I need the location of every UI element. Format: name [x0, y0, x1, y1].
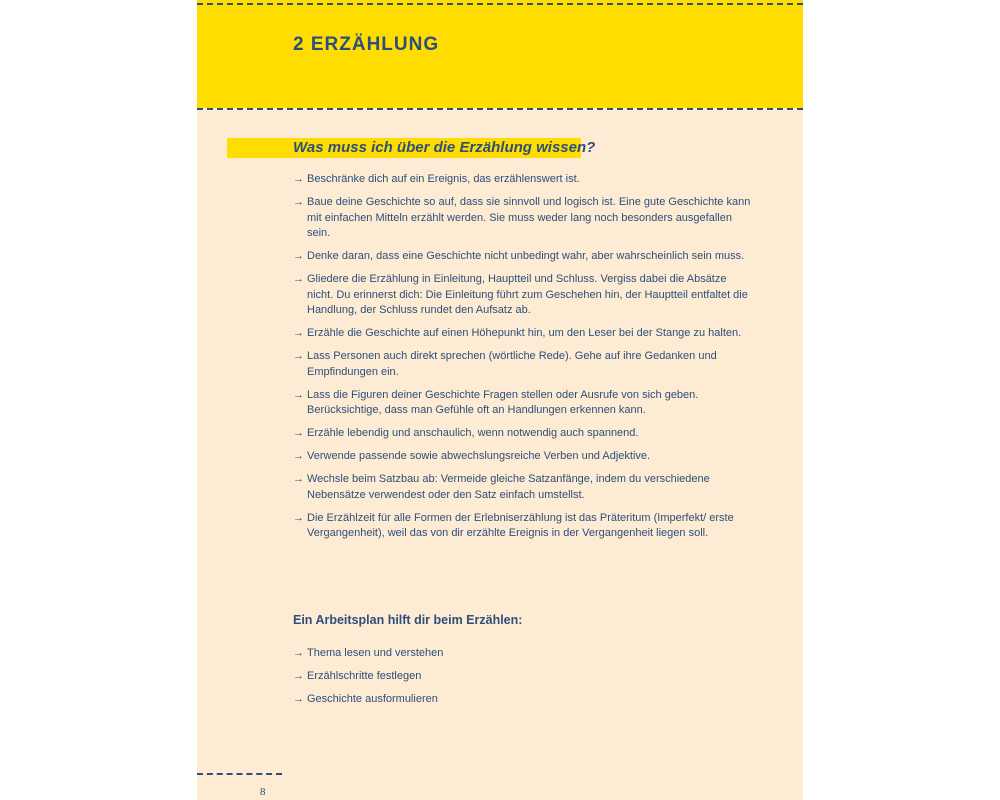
arrow-right-icon: →: [293, 511, 304, 524]
arrow-right-icon: →: [293, 473, 304, 485]
rule-item: [293, 249, 753, 265]
plan-step: [293, 646, 753, 662]
rule-item: [293, 172, 753, 188]
rules-list: [293, 172, 753, 549]
arrow-right-icon: →: [293, 388, 304, 401]
document-page: [197, 0, 803, 800]
rule-item: [293, 511, 753, 542]
plan-step-text: Thema lesen und verstehen: [307, 647, 444, 659]
arrow-right-icon: →: [293, 427, 304, 439]
work-plan-heading: Ein Arbeitsplan hilft dir beim Erzählen:: [293, 613, 523, 627]
rule-item-text: Wechsle beim Satzbau ab: Vermeide gleiche Satzanfänge, indem du verschiedene Nebensätze verwendest oder den Satz einfach umstellst.: [307, 473, 710, 501]
rule-item-text: Erzähle lebendig und anschaulich, wenn notwendig auch spannend.: [307, 427, 639, 439]
chapter-title: 2 ERZÄHLUNG: [293, 34, 440, 55]
section-heading: Was muss ich über die Erzählung wissen?: [293, 139, 596, 156]
rule-item-text: Die Erzählzeit für alle Formen der Erlebniserzählung ist das Präteritum (Imperfekt/ erste Vergangenheit), weil das von dir erzählte Ereignis in der Vergangenheit liegen soll.: [307, 511, 734, 539]
arrow-right-icon: →: [293, 450, 304, 462]
rule-item-text: Verwende passende sowie abwechslungsreiche Verben und Adjektive.: [307, 450, 651, 462]
arrow-right-icon: →: [293, 173, 304, 185]
rule-item-text: Gliedere die Erzählung in Einleitung, Hauptteil und Schluss. Vergiss dabei die Absätze nicht. Du erinnerst dich: Die Einleitung führt zum Geschehen hin, der Hauptteil entfaltet die Handlung, der Schluss rundet den Aufsatz ab.: [307, 273, 748, 316]
rule-item-text: Lass die Figuren deiner Geschichte Fragen stellen oder Ausrufe von sich geben. Berücksichtige, dass man Gefühle oft an Handlungen erkennen kann.: [307, 388, 699, 416]
arrow-right-icon: →: [293, 350, 304, 362]
rule-item: [293, 195, 753, 242]
rule-item: [293, 472, 753, 503]
rule-item-text: Lass Personen auch direkt sprechen (wörtliche Rede). Gehe auf ihre Gedanken und Empfindungen ein.: [307, 350, 717, 378]
rule-item: [293, 449, 753, 465]
rule-item-text: Erzähle die Geschichte auf einen Höhepunkt hin, um den Leser bei der Stange zu halten.: [307, 327, 742, 339]
page-number: 8: [260, 786, 266, 798]
rule-item: [293, 272, 753, 319]
arrow-right-icon: →: [293, 647, 304, 659]
rule-item: [293, 426, 753, 442]
arrow-right-icon: →: [293, 250, 304, 262]
rule-item-text: Baue deine Geschichte so auf, dass sie sinnvoll und logisch ist. Eine gute Geschichte kann mit einfachen Mitteln erzählt werden. Sie muss weder lang noch besonders ausgefallen sein.: [307, 196, 751, 239]
arrow-right-icon: →: [293, 327, 304, 339]
plan-step-text: Erzählschritte festlegen: [307, 670, 422, 682]
plan-step-text: Geschichte ausformulieren: [307, 693, 438, 705]
plan-step: [293, 669, 753, 685]
chapter-header-band: [197, 0, 803, 108]
header-bottom-dashed-divider: [197, 108, 803, 110]
rule-item-text: Denke daran, dass eine Geschichte nicht unbedingt wahr, aber wahrscheinlich sein muss.: [307, 250, 745, 262]
rule-item: [293, 326, 753, 342]
plan-step: [293, 692, 753, 708]
arrow-right-icon: →: [293, 196, 304, 208]
work-plan-list: [293, 646, 753, 715]
footer-dashed-divider: [197, 773, 282, 775]
arrow-right-icon: →: [293, 273, 304, 285]
rule-item: [293, 349, 753, 380]
arrow-right-icon: →: [293, 693, 304, 705]
header-top-dashed-divider: [197, 3, 803, 5]
rule-item-text: Beschränke dich auf ein Ereignis, das erzählenswert ist.: [307, 173, 580, 185]
rule-item: [293, 388, 753, 419]
arrow-right-icon: →: [293, 670, 304, 682]
